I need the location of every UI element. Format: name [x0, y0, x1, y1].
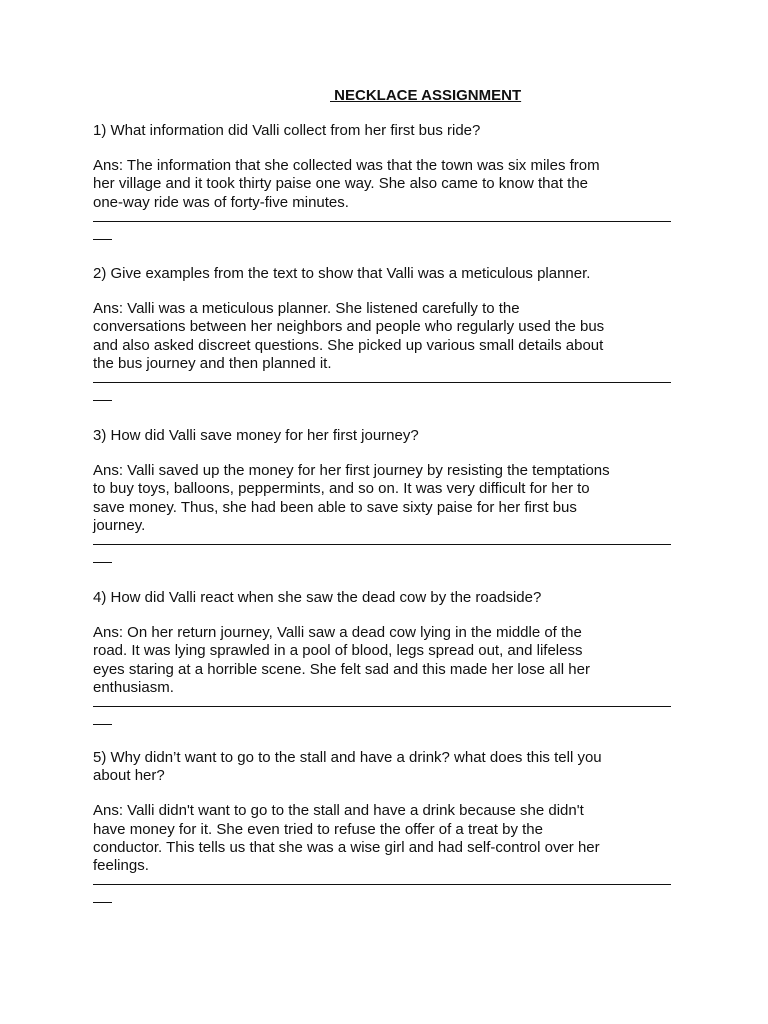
answer-line: to buy toys, balloons, peppermints, and so on. It was very difficult for her to [93, 480, 590, 498]
separator-stub [93, 902, 112, 903]
question-text: 3) How did Valli save money for her first journey? [93, 427, 419, 444]
answer-line: journey. [93, 516, 146, 534]
answer-separator [93, 373, 693, 409]
answer-line: Ans: Valli was a meticulous planner. She listened carefully to the [93, 300, 520, 318]
separator-stub [93, 239, 112, 240]
separator-line [93, 544, 671, 545]
separator-line [93, 884, 671, 885]
separator-line [93, 382, 671, 383]
question-3 [93, 427, 693, 445]
separator-stub [93, 562, 112, 563]
answer-line: conductor. This tells us that she was a wise girl and had self-control over her [93, 838, 600, 856]
answer-3 [93, 462, 693, 535]
answer-line: feelings. [93, 857, 149, 875]
answer-line: have money for it. She even tried to refuse the offer of a treat by the [93, 820, 543, 838]
separator-line [93, 221, 671, 222]
answer-line: the bus journey and then planned it. [93, 354, 332, 372]
answer-line: save money. Thus, she had been able to save sixty paise for her first bus [93, 498, 577, 516]
separator-stub [93, 400, 112, 401]
question-4 [93, 589, 693, 607]
answer-4 [93, 624, 693, 697]
answer-line: eyes staring at a horrible scene. She felt sad and this made her lose all her [93, 660, 590, 678]
answer-2 [93, 300, 693, 373]
answer-line: Ans: On her return journey, Valli saw a dead cow lying in the middle of the [93, 624, 582, 642]
answer-line: Ans: Valli saved up the money for her first journey by resisting the temptations [93, 462, 610, 480]
answer-line: conversations between her neighbors and people who regularly used the bus [93, 318, 605, 336]
question-5 [93, 749, 693, 785]
qa-block-3 [93, 427, 693, 571]
question-2 [93, 265, 693, 283]
answer-separator [93, 212, 693, 248]
answer-line: enthusiasm. [93, 678, 174, 696]
question-line: about her? [93, 767, 165, 785]
question-text: 4) How did Valli react when she saw the dead cow by the roadside? [93, 589, 542, 606]
answer-line: road. It was lying sprawled in a pool of blood, legs spread out, and lifeless [93, 642, 583, 660]
answer-5 [93, 802, 693, 875]
answer-line: Ans: The information that she collected was that the town was six miles from [93, 157, 600, 175]
qa-block-4 [93, 589, 693, 733]
question-text: 2) Give examples from the text to show that Valli was a meticulous planner. [93, 265, 591, 282]
answer-separator [93, 875, 693, 911]
answer-line: her village and it took thirty paise one way. She also came to know that the [93, 175, 588, 193]
page-title: NECKLACE ASSIGNMENT [330, 87, 522, 104]
separator-stub [93, 724, 112, 725]
answer-separator [93, 697, 693, 733]
qa-block-5 [93, 749, 693, 911]
separator-line [93, 706, 671, 707]
qa-block-2 [93, 265, 693, 409]
question-1 [93, 122, 693, 140]
question-line: 5) Why didn’t want to go to the stall and have a drink? what does this tell you [93, 749, 602, 766]
answer-separator [93, 535, 693, 571]
question-text: 1) What information did Valli collect from her first bus ride? [93, 122, 481, 139]
answer-1 [93, 157, 693, 212]
qa-block-1 [93, 122, 693, 248]
answer-line: and also asked discreet questions. She picked up various small details about [93, 336, 604, 354]
answer-line: Ans: Valli didn't want to go to the stall and have a drink because she didn't [93, 802, 584, 820]
answer-line: one-way ride was of forty-five minutes. [93, 193, 349, 211]
